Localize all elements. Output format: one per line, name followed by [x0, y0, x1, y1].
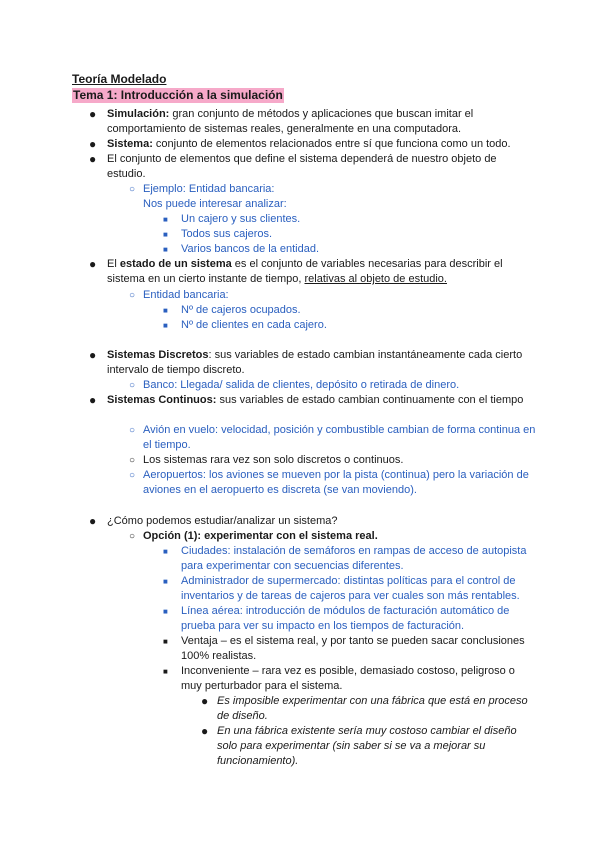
bullet-circle: ○ — [129, 470, 136, 481]
list-item-estado: El estado de un sistema es el conjunto de variables necesarias para describir el sistema en un cierto instante de tiempo, relativas al objeto de estudio. — [107, 258, 503, 285]
list-item-inconveniente: Inconveniente – rara vez es posible, demasiado costoso, peligroso o muy perturbador para el sistema. — [181, 665, 515, 692]
list-item-sistema: Sistema: conjunto de elementos relacionados entre sí que funciona como un todo. — [107, 138, 511, 150]
list-item: En una fábrica existente sería muy costoso cambiar el diseño solo para experimentar (sin saber si se va a mejorar su funcionamiento). — [217, 725, 517, 767]
bullet-disc: ● — [89, 152, 97, 166]
list-item: Un cajero y sus clientes. — [181, 213, 301, 225]
bullet-disc: ● — [89, 107, 97, 121]
bullet-circle: ○ — [129, 531, 136, 542]
bullet-disc: ● — [201, 694, 209, 708]
list-item-ejemplo: Ejemplo: Entidad bancaria: Nos puede interesar analizar: — [143, 183, 287, 210]
bullet-disc: ● — [89, 257, 97, 271]
list-item-pregunta: ¿Cómo podemos estudiar/analizar un sistema? — [107, 515, 338, 527]
list-item: Nº de clientes en cada cajero. — [181, 319, 327, 331]
list-item: Varios bancos de la entidad. — [181, 243, 319, 255]
bullet-square: ■ — [163, 321, 168, 330]
section-heading: Tema 1: Introducción a la simulación — [73, 88, 283, 102]
list-item: Banco: Llegada/ salida de clientes, depósito o retirada de dinero. — [143, 379, 460, 391]
bullet-disc: ● — [89, 393, 97, 407]
bullet-square: ■ — [163, 245, 168, 254]
bullet-square: ■ — [163, 577, 168, 586]
list-item-conjunto: El conjunto de elementos que define el sistema dependerá de nuestro objeto de estudio. — [107, 153, 497, 180]
list-item: Los sistemas rara vez son solo discretos o continuos. — [143, 454, 404, 466]
list-item-discretos: Sistemas Discretos: sus variables de estado cambian instantáneamente cada cierto intervalo de tiempo discreto. — [107, 349, 523, 376]
bullet-disc: ● — [89, 348, 97, 362]
list-item: Es imposible experimentar con una fábrica que está en proceso de diseño. — [217, 695, 528, 722]
bullet-circle: ○ — [129, 455, 136, 466]
list-item: Línea aérea: introducción de módulos de facturación automático de prueba para ver su impacto en los tiempos de facturación. — [181, 605, 510, 632]
bullet-square: ■ — [163, 607, 168, 616]
list-item-simulacion: Simulación: gran conjunto de métodos y aplicaciones que buscan imitar el comportamiento de sistemas reales, generalmente en una computadora. — [107, 108, 474, 135]
bullet-square: ■ — [163, 547, 168, 556]
bullet-circle: ○ — [129, 380, 136, 391]
bullet-square: ■ — [163, 306, 168, 315]
list-item: Administrador de supermercado: distintas políticas para el control de inventarios y de tareas de cajeros para ver cuales son más rentables. — [181, 575, 520, 602]
list-item: Ciudades: instalación de semáforos en rampas de acceso de autopista para experimentar con secuencias diferentes. — [181, 545, 527, 572]
list-item: Todos sus cajeros. — [181, 228, 273, 240]
bullet-square: ■ — [163, 215, 168, 224]
bullet-square: ■ — [163, 230, 168, 239]
bullet-circle: ○ — [129, 425, 136, 436]
list-item: Aeropuertos: los aviones se mueven por la pista (continua) pero la variación de aviones en el aeropuerto es discreta (se van moviendo). — [143, 469, 529, 496]
list-item: Avión en vuelo: velocidad, posición y combustible cambian de forma continua en el tiempo. — [143, 424, 536, 451]
bullet-square: ■ — [163, 637, 168, 646]
bullet-square: ■ — [163, 667, 168, 676]
document-title: Teoría Modelado — [72, 72, 167, 86]
list-item-opcion-1: Opción (1): experimentar con el sistema real. — [143, 530, 378, 542]
bullet-disc: ● — [89, 137, 97, 151]
bullet-disc: ● — [201, 724, 209, 738]
list-item-ventaja: Ventaja – es el sistema real, y por tanto se pueden sacar conclusiones 100% realistas. — [181, 635, 525, 662]
bullet-disc: ● — [89, 514, 97, 528]
bullet-circle: ○ — [129, 184, 136, 195]
list-item: Entidad bancaria: — [143, 289, 229, 301]
list-item-continuos: Sistemas Continuos: sus variables de estado cambian continuamente con el tiempo — [107, 394, 524, 406]
list-item: Nº de cajeros ocupados. — [181, 304, 301, 316]
bullet-circle: ○ — [129, 290, 136, 301]
